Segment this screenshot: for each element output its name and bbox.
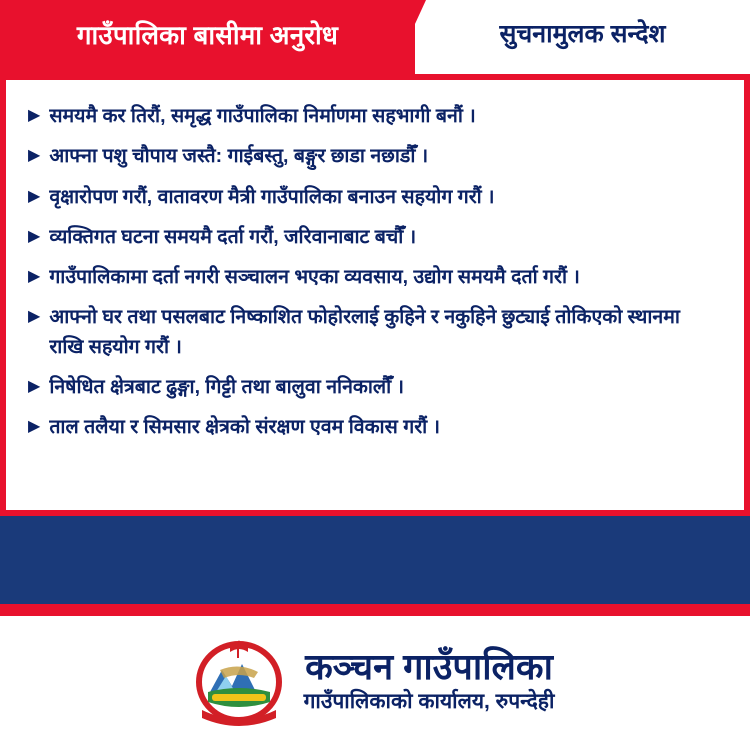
triangle-bullet-icon: ▶: [28, 268, 41, 285]
list-item: [28, 413, 718, 442]
triangle-bullet-icon: ▶: [28, 187, 41, 205]
header-right-banner: [415, 0, 750, 74]
list-item: [28, 303, 718, 362]
triangle-bullet-icon: ▶: [28, 418, 41, 435]
list-item-text: निषेधित क्षेत्रबाट ढुङ्गा, गिट्टी तथा बालुवा ननिकालौँ ।: [49, 375, 405, 398]
list-item: [28, 183, 718, 212]
municipality-office-location: गाउँपालिकाको कार्यालय, रुपन्देही: [303, 690, 555, 714]
list-item-text: आफ्नो घर तथा पसलबाट निष्काशित फोहोरलाई कुहिने र नकुहिने छुट्याई तोकिएको स्थानमा राखि सहयोग गरौं ।: [49, 306, 680, 358]
list-item: [28, 102, 718, 131]
poster-footer: [0, 616, 750, 750]
list-item-text: ताल तलैया र सिमसार क्षेत्रको संरक्षण एवम विकास गरौं ।: [49, 416, 441, 438]
municipality-name: कञ्चन गाउँपालिका: [305, 645, 553, 687]
list-item-text: गाउँपालिकामा दर्ता नगरी सञ्चालन भएका व्यवसाय, उद्योग समयमै दर्ता गरौं ।: [49, 266, 580, 288]
header-left-title: गाउँपालिका बासीमा अनुरोध: [76, 19, 339, 50]
message-list: [28, 102, 718, 442]
list-item-text: आफ्ना पशु चौपाय जस्तै: गाईबस्तु, बङ्गुर छाडा नछाडौँ ।: [49, 145, 429, 168]
list-item-text: वृक्षारोपण गरौं, वातावरण मैत्री गाउँपालिका बनाउन सहयोग गरौं ।: [49, 185, 495, 208]
nepal-government-emblem-icon: [196, 634, 282, 726]
triangle-bullet-icon: ▶: [28, 227, 41, 245]
list-item: [28, 263, 718, 292]
triangle-bullet-icon: ▶: [28, 377, 41, 395]
header-right-title: सुचनामुलक सन्देश: [499, 20, 666, 49]
blue-divider-band: [0, 516, 750, 604]
red-divider-bar: [0, 604, 750, 616]
triangle-bullet-icon: ▶: [28, 308, 41, 326]
triangle-bullet-icon: ▶: [28, 147, 41, 165]
footer-text-group: [304, 646, 555, 715]
list-item-text: व्यक्तिगत घटना समयमै दर्ता गरौं, जरिवानाबाट बचौँ ।: [49, 225, 417, 248]
header-left-banner: [0, 0, 415, 74]
message-panel-inner: [6, 80, 744, 510]
message-panel: [0, 74, 750, 516]
list-item: [28, 223, 718, 252]
list-item: [28, 373, 718, 402]
poster-header: [0, 0, 750, 74]
list-item: [28, 142, 718, 171]
triangle-bullet-icon: ▶: [28, 107, 41, 124]
list-item-text: समयमै कर तिरौं, समृद्ध गाउँपालिका निर्माणमा सहभागी बनौं ।: [49, 105, 476, 127]
